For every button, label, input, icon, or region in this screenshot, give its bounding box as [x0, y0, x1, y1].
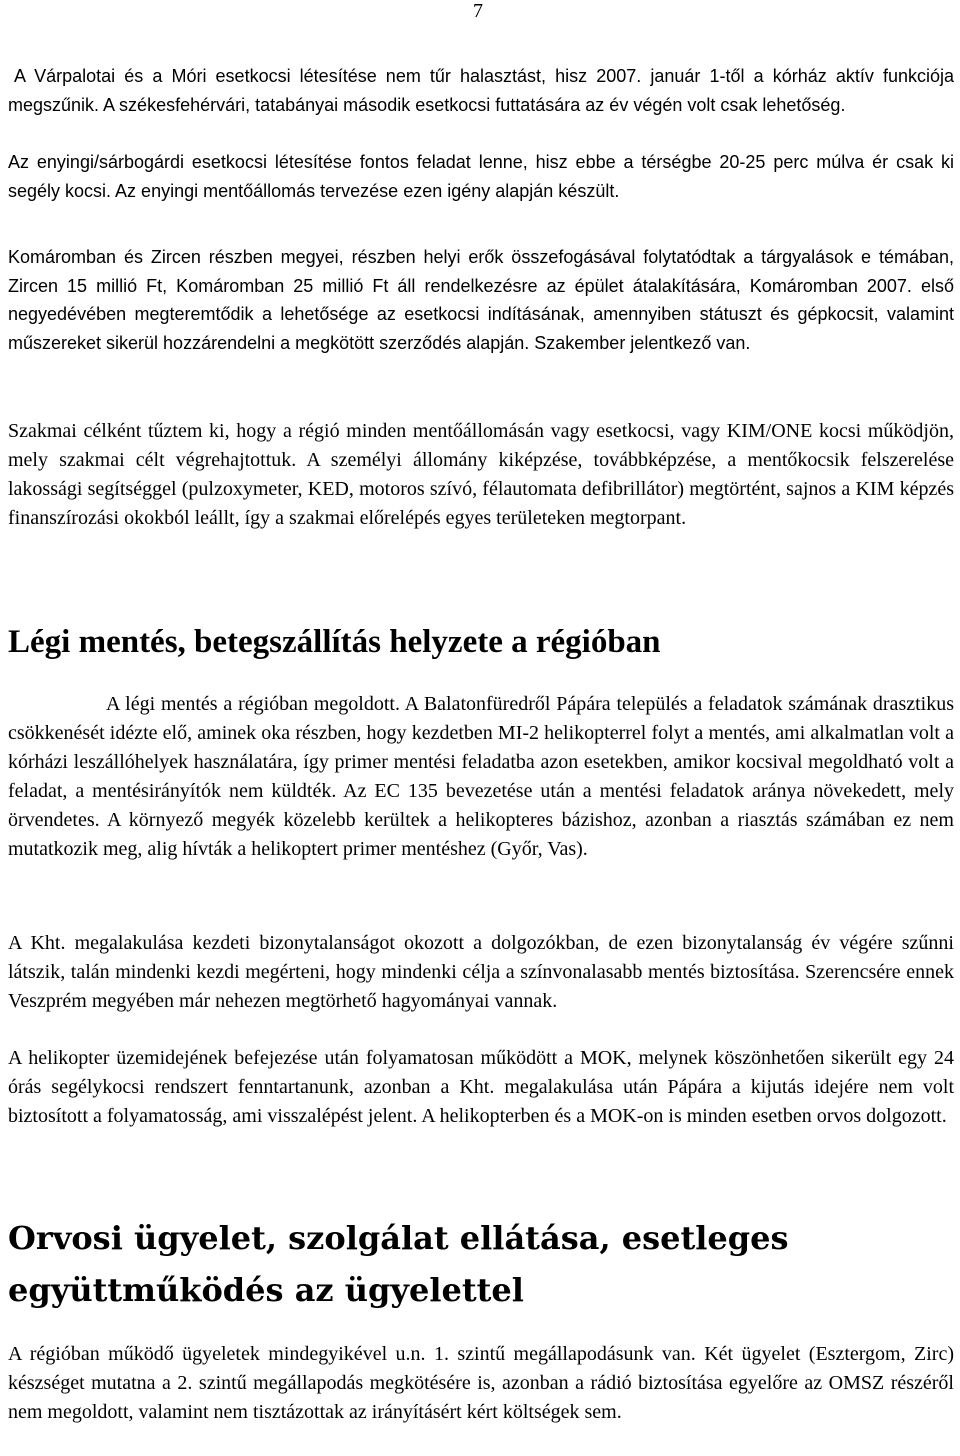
- paragraph-komarom-zirc: Komáromban és Zircen részben megyei, részben helyi erők összefogásával folytatódtak a tárgyalások e témában, Zircen 15 millió Ft, Komáromban 25 millió Ft áll rendelkezésre az épület átalakítására, Komáromban 2007. első negyedévében megteremtődik a lehetősége az esetkocsi indításának, amennyiben státuszt és gépkocsit, valamint műszereket sikerül hozzárendelni a megkötött szerződés alapján. Szakember jelentkező van.: [8, 247, 954, 354]
- paragraph-duty-agreements: A régióban működő ügyeletek mindegyikével u.n. 1. szintű megállapodásunk van. Két ügyelet (Esztergom, Zirc) készséget mutatna a 2. szintű megállapodás megkötésére is, azonban a rádió biztosítása egyelőre az OMSZ részéről nem megoldott, valamint nem tisztázottak az irányításért kért költségek sem.: [8, 1343, 954, 1423]
- paragraph-professional-goal: Szakmai célként tűztem ki, hogy a régió minden mentőállomásán vagy esetkocsi, vagy KIM/ONE kocsi működjön, mely szakmai célt végrehajtottuk. A személyi állomány kiképzése, továbbképzése, a mentőkocsik felszerelése lakossági segítséggel (pulzoxymeter, KED, motoros szívó, félautomata defibrillátor) megtörtént, sajnos a KIM képzés finanszírozási okokból leállt, így a szakmai előrelépés egyes területeken megtorpant.: [8, 420, 954, 529]
- paragraph-helicopter: A helikopter üzemidejének befejezése után folyamatosan működött a MOK, melynek köszönhetően sikerült egy 24 órás segélykocsi rendszert fenntartanunk, azonban a Kht. megalakulása után Pápára a kijutás idejére nem volt biztosított a folyamatosság, ami visszalépést jelent. A helikopterben és a MOK-on is minden esetben orvos dolgozott.: [8, 1047, 954, 1127]
- paragraph-kht: A Kht. megalakulása kezdeti bizonytalanságot okozott a dolgozókban, de ezen bizonytalanság év végére szűnni látszik, talán mindenki kezdi megérteni, hogy mindenki célja a színvonalasabb mentés biztosítása. Szerencsére ennek Veszprém megyében már nehezen megtörhető hagyományai vannak.: [8, 932, 954, 1012]
- paragraph-air-rescue: A légi mentés a régióban megoldott. A Balatonfüredről Pápára település a feladatok számának drasztikus csökkenését idézte elő, aminek oka részben, hogy kezdetben MI-2 helikopterrel folyt a mentés, ami alkalmatlan volt a kórházi leszállóhelyek használatára, így primer mentési feladatba azon esetekben, amikor kocsival megoldható volt a feladat, a mentésirányítók nem küldték. Az EC 135 bevezetése után a mentési feladatok aránya növekedett, mely örvendetes. A környező megyék közelebb kerültek a helikopteres bázishoz, azonban a riasztás számában ez nem mutatkozik meg, alig hívták a helikoptert primer mentéshez (Győr, Vas).: [8, 693, 954, 860]
- section-heading-air-rescue: Légi mentés, betegszállítás helyzete a régióban: [8, 624, 661, 660]
- section-heading-medical-duty: Orvosi ügyelet, szolgálat ellátása, esetleges együttműködés az ügyelettel: [8, 1219, 789, 1309]
- page-number: 7: [473, 0, 483, 22]
- paragraph-enying: Az enyingi/sárbogárdi esetkocsi létesítése fontos feladat lenne, hisz ebbe a térségbe 20-25 perc múlva ér csak ki segély kocsi. Az enyingi mentőállomás tervezése ezen igény alapján készült.: [8, 152, 954, 201]
- paragraph-varpalota: A Várpalotai és a Móri esetkocsi létesítése nem tűr halasztást, hisz 2007. január 1-től a kórház aktív funkciója megszűnik. A székesfehérvári, tatabányai második esetkocsi futtatására az év végén volt csak lehetőség.: [8, 66, 954, 115]
